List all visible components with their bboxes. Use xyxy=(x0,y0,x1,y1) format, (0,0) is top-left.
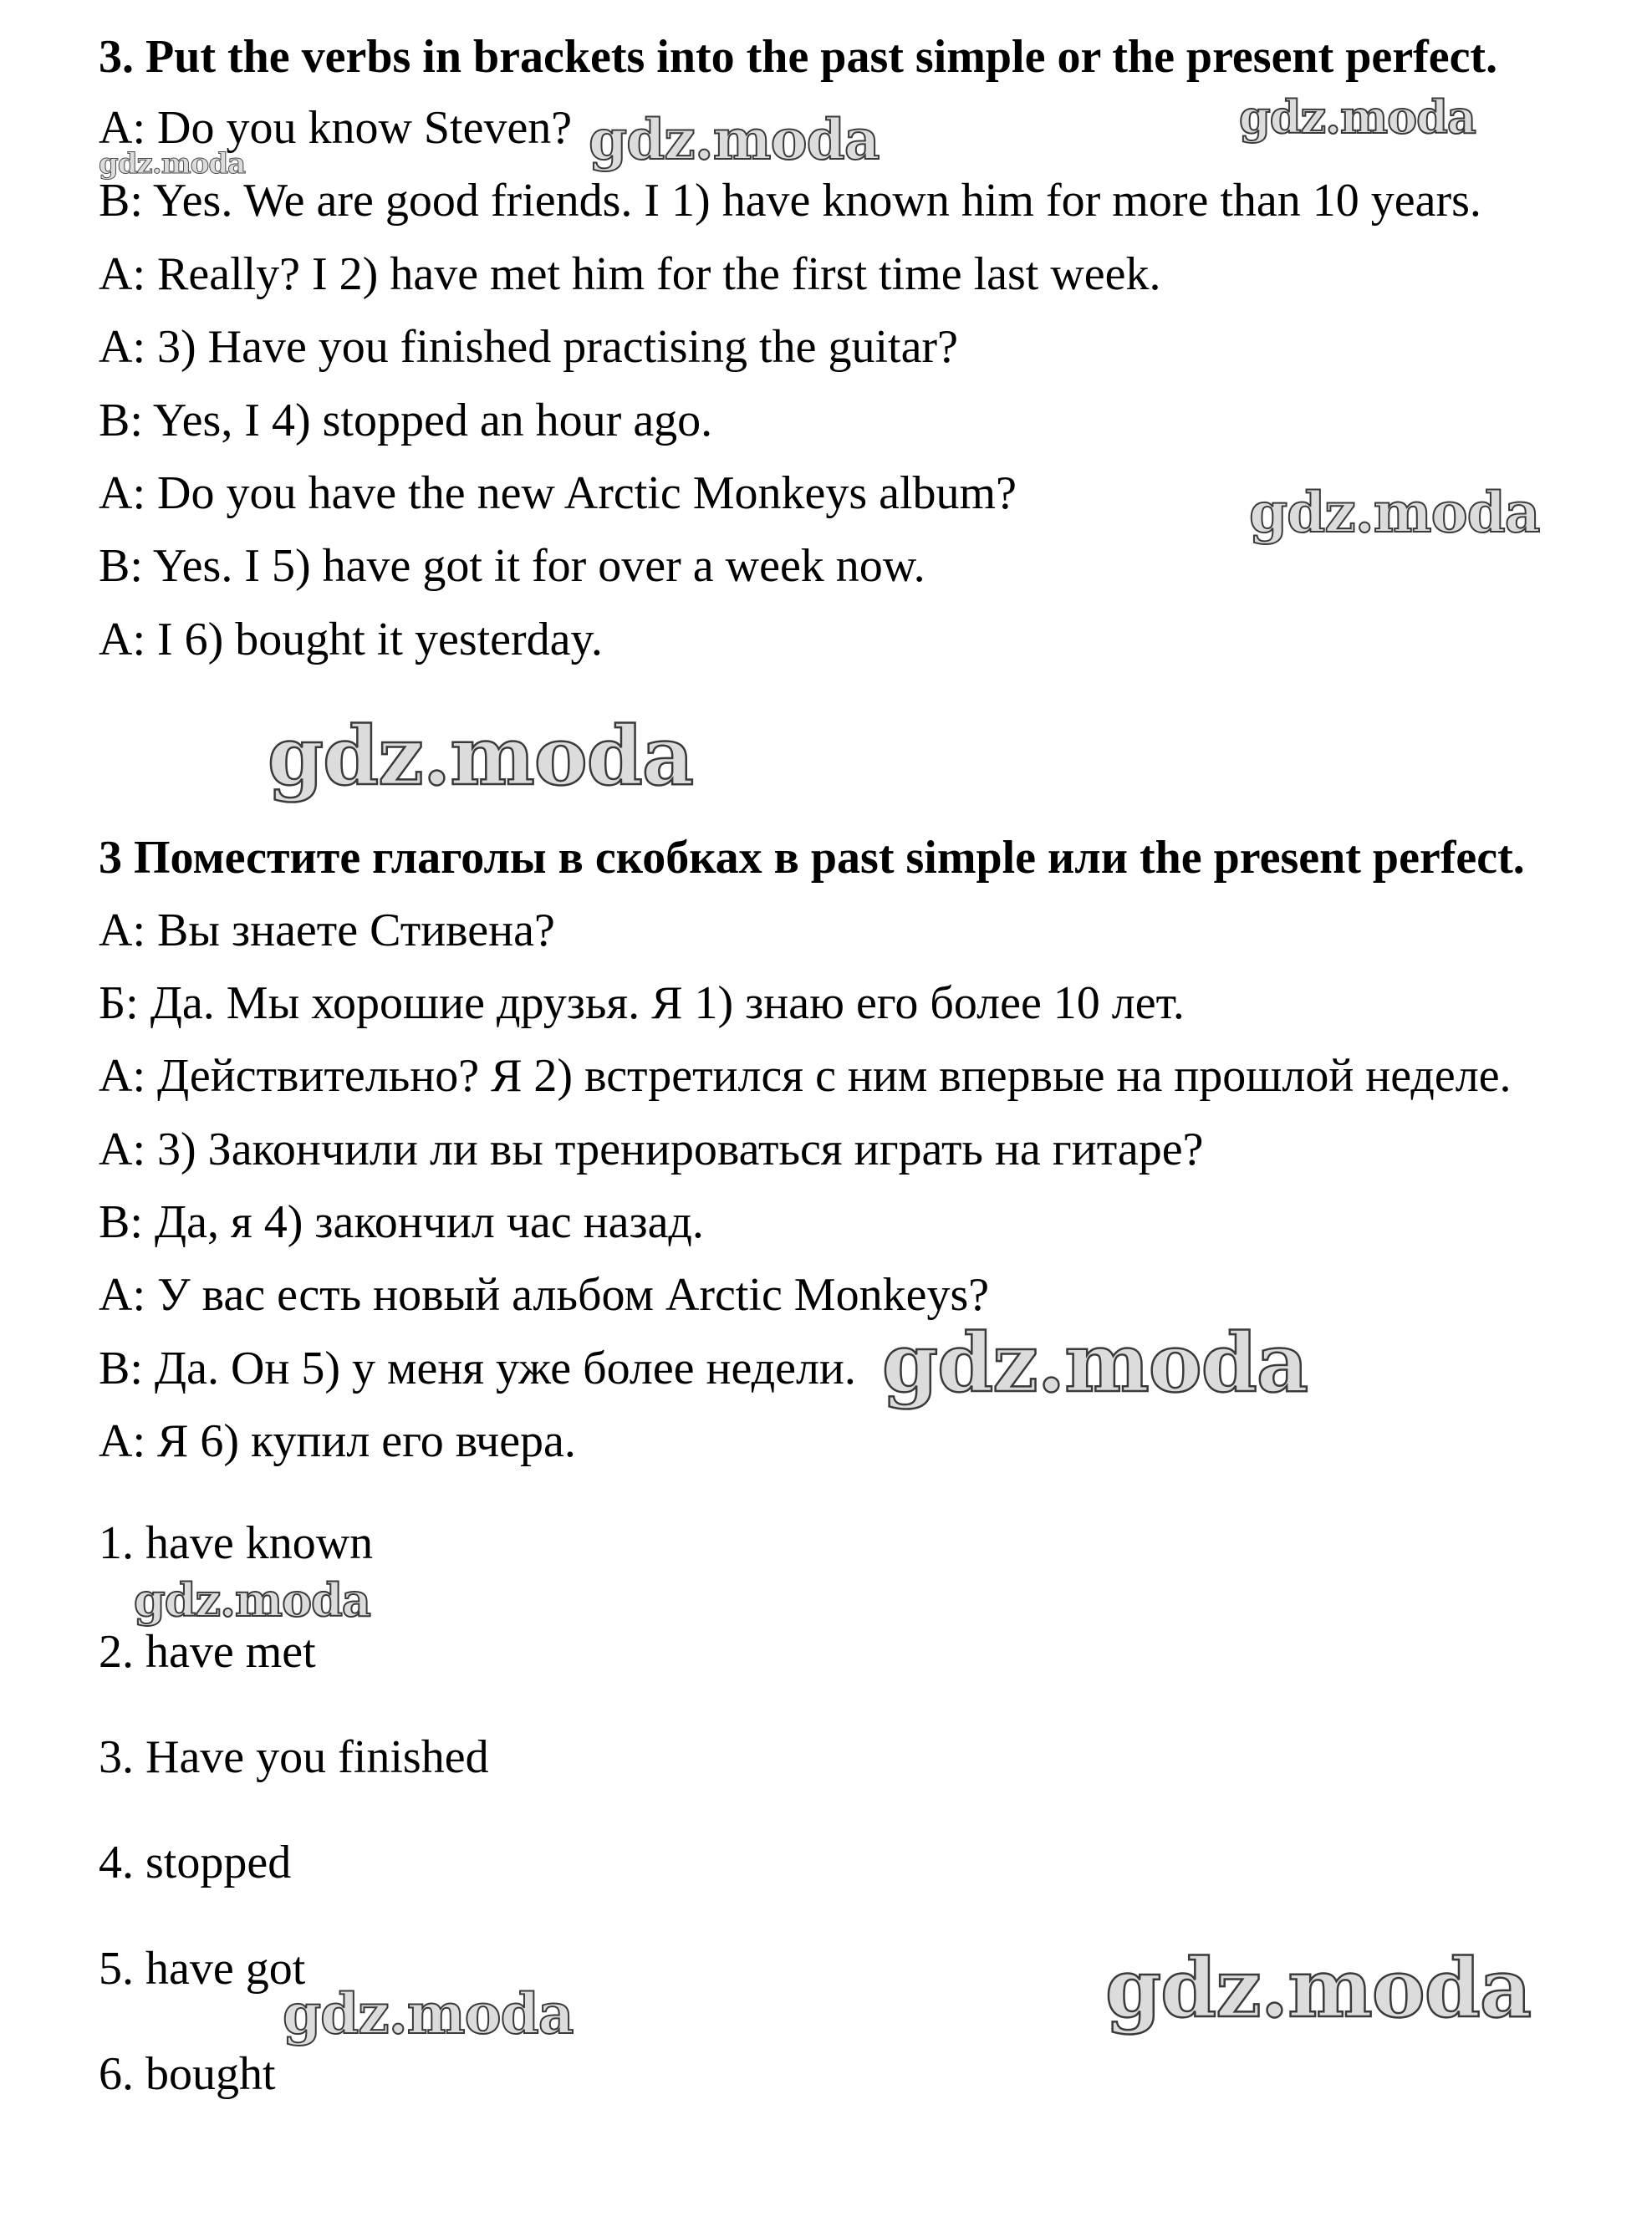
dialogue-line: А: У вас есть новый альбом Arctic Monkeys? xyxy=(99,1269,990,1321)
watermark: gdz.moda xyxy=(1249,480,1540,545)
dialogue-line: В: Да. Он 5) у меня уже более недели. xyxy=(99,1343,856,1394)
dialogue-line: B: Yes. We are good friends. I 1) have known him for more than 10 years. xyxy=(99,175,1481,227)
exercise-title-ru: 3 Поместите глаголы в скобках в past simple или the present perfect. xyxy=(99,832,1525,884)
dialogue-line: Б: Да. Мы хорошие друзья. Я 1) знаю его более 10 лет. xyxy=(99,977,1185,1029)
watermark: gdz.moda xyxy=(283,1981,574,2046)
dialogue-line: B: Yes. I 5) have got it for over a week now. xyxy=(99,540,925,592)
dialogue-line: А: 3) Закончили ли вы тренироваться играть на гитаре? xyxy=(99,1124,1204,1175)
answer-item: 6. bought xyxy=(99,2048,276,2100)
answer-item: 5. have got xyxy=(99,1943,306,1995)
dialogue-line: А: Действительно? Я 2) встретился с ним впервые на прошлой неделе. xyxy=(99,1050,1512,1102)
dialogue-line: А: Я 6) купил его вчера. xyxy=(99,1415,576,1467)
watermark: gdz.moda xyxy=(134,1573,370,1627)
answer-item: 1. have known xyxy=(99,1517,374,1569)
watermark: gdz.moda xyxy=(268,709,694,803)
answer-item: 2. have met xyxy=(99,1626,316,1678)
watermark: gdz.moda xyxy=(589,107,880,172)
answer-item: 3. Have you finished xyxy=(99,1731,489,1783)
dialogue-line: A: 3) Have you finished practising the guitar? xyxy=(99,321,958,373)
watermark: gdz.moda xyxy=(1105,1941,1532,2036)
answer-item: 4. stopped xyxy=(99,1837,292,1888)
dialogue-line: A: I 6) bought it yesterday. xyxy=(99,614,603,665)
watermark: gdz.moda xyxy=(882,1316,1308,1410)
watermark: gdz.moda xyxy=(1239,90,1476,144)
dialogue-line: B: Yes, I 4) stopped an hour ago. xyxy=(99,395,713,446)
dialogue-line: A: Do you know Steven? xyxy=(99,102,573,154)
dialogue-line: A: Really? I 2) have met him for the first time last week. xyxy=(99,248,1161,300)
dialogue-line: В: Да, я 4) закончил час назад. xyxy=(99,1196,704,1248)
watermark: gdz.moda xyxy=(99,147,246,181)
dialogue-line: A: Do you have the new Arctic Monkeys album? xyxy=(99,467,1017,519)
dialogue-line: А: Вы знаете Стивена? xyxy=(99,905,555,956)
exercise-title-en: 3. Put the verbs in brackets into the past simple or the present perfect. xyxy=(99,31,1498,83)
